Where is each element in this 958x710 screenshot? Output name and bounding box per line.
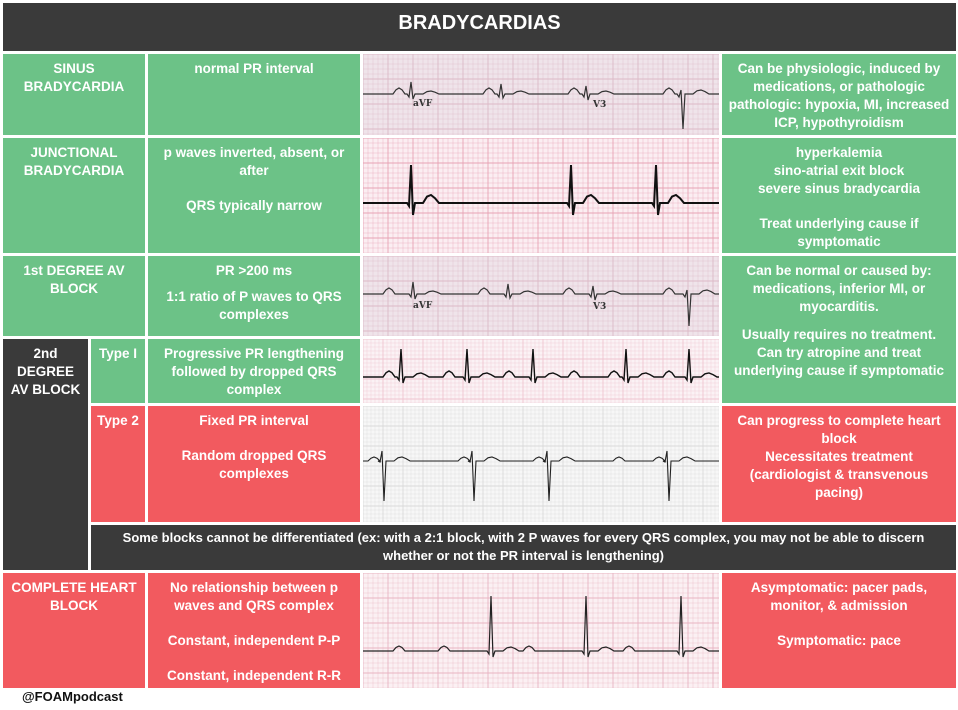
type2-notes xyxy=(722,406,956,522)
ecg-strip-type2 xyxy=(363,406,719,522)
complete-features xyxy=(148,573,360,688)
first-degree-notes xyxy=(722,256,956,403)
type2-feature-1: Fixed PR interval xyxy=(199,413,309,428)
sinus-notes xyxy=(722,54,956,135)
lead-label-v3: V3 xyxy=(593,100,607,110)
ecg-strip-first-degree xyxy=(363,256,719,336)
lead-label-v3: V3 xyxy=(593,302,607,312)
first-degree-feature-2: 1:1 ratio of P waves to QRS complexes xyxy=(166,289,342,322)
type2-label: Type 2 xyxy=(91,406,145,522)
ecg-strip-complete xyxy=(363,573,719,688)
credit-handle: @FOAMpodcast xyxy=(22,689,123,704)
junctional-note-3: severe sinus bradycardia xyxy=(757,181,921,196)
type1-feature-1: Progressive PR lengthening followed by dropped QRS complex xyxy=(163,346,345,397)
page-title: BRADYCARDIAS xyxy=(3,3,956,51)
second-degree-name: 2nd DEGREE AV BLOCK xyxy=(10,346,81,397)
row-label-sinus-bradycardia: SINUS BRADYCARDIA xyxy=(3,54,145,135)
ecg-type1-svg xyxy=(363,339,719,403)
sinus-features xyxy=(148,54,360,135)
junctional-note-1: hyperkalemia xyxy=(795,145,883,160)
type2-feature-2: Random dropped QRS complexes xyxy=(181,448,327,481)
complete-note-2: Symptomatic: pace xyxy=(777,633,901,648)
first-degree-features xyxy=(148,256,360,336)
type2-note-2: Necessitates treatment (cardiologist & transvenous pacing) xyxy=(749,449,929,500)
sinus-note-2: pathologic: hypoxia, MI, increased ICP, hypothyroidism xyxy=(728,97,950,130)
type1-label: Type I xyxy=(91,339,145,403)
junctional-notes xyxy=(722,138,956,253)
ecg-strip-sinus xyxy=(363,54,719,135)
ecg-strip-type1 xyxy=(363,339,719,403)
complete-feature-1: No relationship between p waves and QRS complex xyxy=(169,580,339,613)
complete-notes xyxy=(722,573,956,688)
complete-feature-2: Constant, independent P-P xyxy=(167,633,341,648)
ecg-complete-svg xyxy=(363,573,719,688)
junctional-note-4: Treat underlying cause if symptomatic xyxy=(759,216,919,249)
row-label-second-degree-av-block xyxy=(3,339,88,570)
junctional-note-2: sino-atrial exit block xyxy=(773,163,905,178)
row-label-junctional-bradycardia: JUNCTIONAL BRADYCARDIA xyxy=(3,138,145,253)
first-degree-feature-1: PR >200 ms xyxy=(215,263,293,278)
ecg-junctional-svg xyxy=(363,138,719,253)
junctional-feature-1: p waves inverted, absent, or after xyxy=(163,145,345,178)
sinus-feature-1: normal PR interval xyxy=(194,61,314,76)
ecg-strip-junctional xyxy=(363,138,719,253)
sinus-note-1: Can be physiologic, induced by medications, or pathologic xyxy=(737,61,941,94)
ecg-sinus-svg xyxy=(363,54,719,135)
ecg-type2-svg xyxy=(363,406,719,522)
complete-feature-3: Constant, independent R-R xyxy=(167,668,341,683)
complete-note-1: Asymptomatic: pacer pads, monitor, & admission xyxy=(750,580,928,613)
type2-features xyxy=(148,406,360,522)
lead-label-avf: aVF xyxy=(413,99,433,109)
type1-features xyxy=(148,339,360,403)
row-label-complete-heart-block: COMPLETE HEART BLOCK xyxy=(3,573,145,688)
type2-note-1: Can progress to complete heart block xyxy=(737,413,941,446)
junctional-features xyxy=(148,138,360,253)
row-label-first-degree-av-block: 1st DEGREE AV BLOCK xyxy=(3,256,145,336)
lead-label-avf: aVF xyxy=(413,301,433,311)
second-degree-footnote: Some blocks cannot be differentiated (ex: with a 2:1 block, with 2 P waves for every QRS complex, you may not be able to discern whether or not the PR interval is lengthening) xyxy=(91,525,956,570)
first-degree-note-2: Usually requires no treatment. Can try atropine and treat underlying cause if symptomatic xyxy=(733,327,945,378)
junctional-feature-2: QRS typically narrow xyxy=(186,198,322,213)
first-degree-note-1: Can be normal or caused by: medications, inferior MI, or myocarditis. xyxy=(746,263,932,314)
ecg-first-degree-svg xyxy=(363,256,719,336)
